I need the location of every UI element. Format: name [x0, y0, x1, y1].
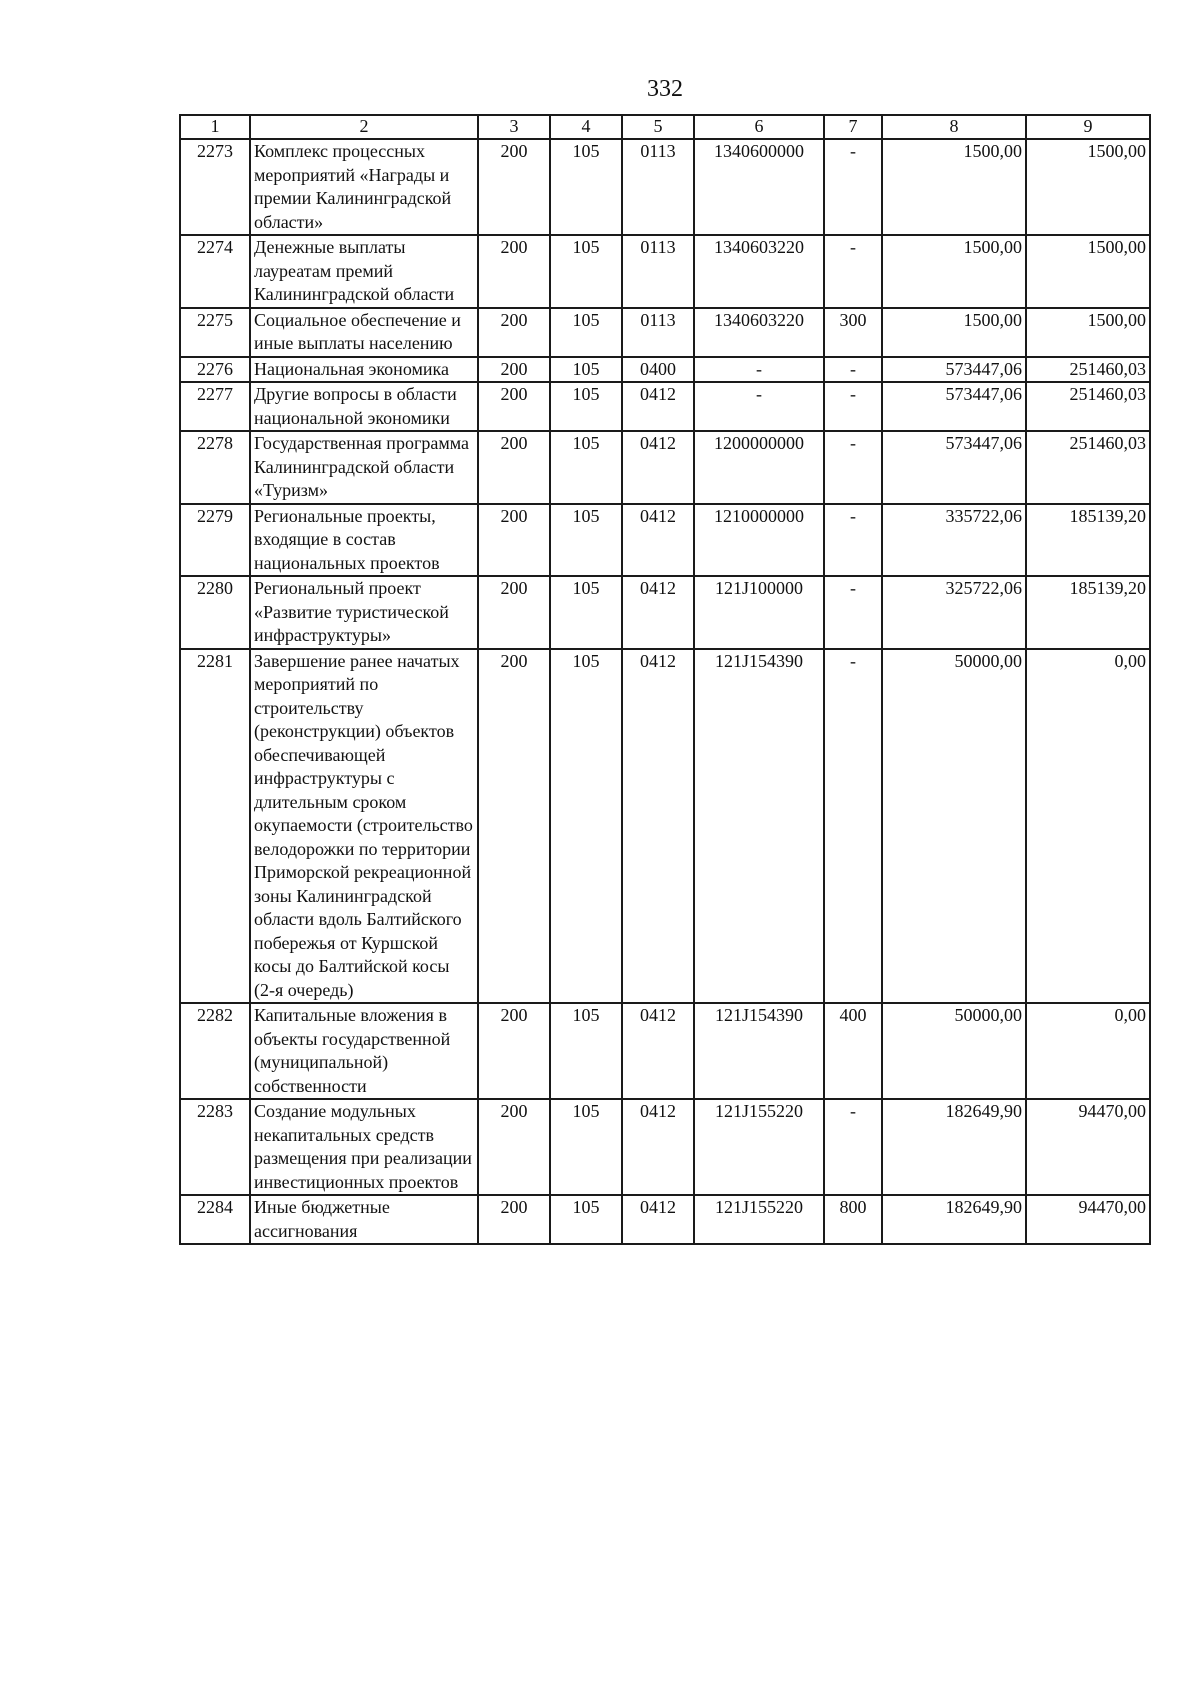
- code-col6: 1340603220: [694, 308, 824, 357]
- column-header: 9: [1026, 115, 1150, 139]
- amount-col9: 94470,00: [1026, 1099, 1150, 1195]
- code-col6: 1210000000: [694, 504, 824, 577]
- code-col6: 1340603220: [694, 235, 824, 308]
- page-number: 332: [647, 76, 683, 102]
- item-name: Капитальные вложения в объекты государственной (муниципальной) собственности: [250, 1003, 478, 1099]
- code-col4: 105: [550, 1195, 622, 1244]
- column-header: 4: [550, 115, 622, 139]
- code-col4: 105: [550, 139, 622, 235]
- item-name: Другие вопросы в области национальной экономики: [250, 382, 478, 431]
- code-col3: 200: [478, 382, 550, 431]
- amount-col8: 325722,06: [882, 576, 1026, 649]
- row-number: 2277: [180, 382, 250, 431]
- table-row: [180, 1003, 1150, 1099]
- item-name: Иные бюджетные ассигнования: [250, 1195, 478, 1244]
- code-col4: 105: [550, 382, 622, 431]
- code-col6: 121J155220: [694, 1099, 824, 1195]
- code-col7: 300: [824, 308, 882, 357]
- amount-col8: 573447,06: [882, 357, 1026, 383]
- code-col3: 200: [478, 649, 550, 1004]
- amount-col9: 251460,03: [1026, 431, 1150, 504]
- amount-col8: 1500,00: [882, 308, 1026, 357]
- code-col7: 400: [824, 1003, 882, 1099]
- code-col7: -: [824, 139, 882, 235]
- code-col3: 200: [478, 504, 550, 577]
- row-number: 2280: [180, 576, 250, 649]
- amount-col8: 50000,00: [882, 1003, 1026, 1099]
- amount-col8: 1500,00: [882, 139, 1026, 235]
- code-col7: -: [824, 431, 882, 504]
- item-name: Региональный проект «Развитие туристической инфраструктуры»: [250, 576, 478, 649]
- code-col7: -: [824, 357, 882, 383]
- column-header: 5: [622, 115, 694, 139]
- code-col7: 800: [824, 1195, 882, 1244]
- code-col3: 200: [478, 235, 550, 308]
- row-number: 2281: [180, 649, 250, 1004]
- code-col4: 105: [550, 357, 622, 383]
- code-col3: 200: [478, 1099, 550, 1195]
- column-header: 7: [824, 115, 882, 139]
- amount-col9: 185139,20: [1026, 576, 1150, 649]
- code-col7: -: [824, 649, 882, 1004]
- code-col3: 200: [478, 308, 550, 357]
- item-name: Денежные выплаты лауреатам премий Калининградской области: [250, 235, 478, 308]
- amount-col9: 1500,00: [1026, 308, 1150, 357]
- code-col4: 105: [550, 649, 622, 1004]
- table-row: [180, 139, 1150, 235]
- table-row: [180, 1099, 1150, 1195]
- item-name: Государственная программа Калининградской области «Туризм»: [250, 431, 478, 504]
- budget-table: [179, 114, 1151, 1245]
- code-col5: 0412: [622, 576, 694, 649]
- row-number: 2279: [180, 504, 250, 577]
- amount-col9: 94470,00: [1026, 1195, 1150, 1244]
- amount-col8: 50000,00: [882, 649, 1026, 1004]
- column-header-row: [180, 115, 1150, 139]
- table-row: [180, 308, 1150, 357]
- code-col4: 105: [550, 235, 622, 308]
- code-col6: 1200000000: [694, 431, 824, 504]
- table-row: [180, 357, 1150, 383]
- row-number: 2273: [180, 139, 250, 235]
- item-name: Социальное обеспечение и иные выплаты населению: [250, 308, 478, 357]
- code-col5: 0400: [622, 357, 694, 383]
- amount-col8: 335722,06: [882, 504, 1026, 577]
- code-col3: 200: [478, 576, 550, 649]
- amount-col9: 1500,00: [1026, 139, 1150, 235]
- column-header: 6: [694, 115, 824, 139]
- column-header: 2: [250, 115, 478, 139]
- amount-col9: 185139,20: [1026, 504, 1150, 577]
- table-row: [180, 235, 1150, 308]
- item-name: Создание модульных некапитальных средств размещения при реализации инвестиционных проектов: [250, 1099, 478, 1195]
- code-col3: 200: [478, 1195, 550, 1244]
- row-number: 2284: [180, 1195, 250, 1244]
- table-row: [180, 431, 1150, 504]
- column-header: 8: [882, 115, 1026, 139]
- item-name: Региональные проекты, входящие в состав национальных проектов: [250, 504, 478, 577]
- code-col6: -: [694, 357, 824, 383]
- row-number: 2282: [180, 1003, 250, 1099]
- code-col4: 105: [550, 431, 622, 504]
- code-col6: -: [694, 382, 824, 431]
- code-col3: 200: [478, 139, 550, 235]
- code-col5: 0412: [622, 1195, 694, 1244]
- column-header: 3: [478, 115, 550, 139]
- table-row: [180, 382, 1150, 431]
- code-col5: 0113: [622, 139, 694, 235]
- code-col7: -: [824, 1099, 882, 1195]
- amount-col8: 182649,90: [882, 1099, 1026, 1195]
- row-number: 2276: [180, 357, 250, 383]
- amount-col8: 573447,06: [882, 382, 1026, 431]
- code-col4: 105: [550, 1003, 622, 1099]
- row-number: 2278: [180, 431, 250, 504]
- amount-col8: 573447,06: [882, 431, 1026, 504]
- row-number: 2275: [180, 308, 250, 357]
- code-col6: 121J154390: [694, 1003, 824, 1099]
- code-col3: 200: [478, 357, 550, 383]
- code-col5: 0412: [622, 504, 694, 577]
- code-col6: 121J155220: [694, 1195, 824, 1244]
- table-row: [180, 1195, 1150, 1244]
- code-col5: 0412: [622, 431, 694, 504]
- code-col5: 0412: [622, 382, 694, 431]
- item-name: Завершение ранее начатых мероприятий по строительству (реконструкции) объектов обеспечивающей инфраструктуры с длительным сроком окупаемости (строительство велодорожки по территории Приморской рекреационной зоны Калининградской области вдоль Балтийского побережья от Куршской косы до Балтийской косы (2-я очередь): [250, 649, 478, 1004]
- code-col4: 105: [550, 504, 622, 577]
- table-row: [180, 649, 1150, 1004]
- code-col5: 0113: [622, 235, 694, 308]
- code-col3: 200: [478, 1003, 550, 1099]
- amount-col9: 251460,03: [1026, 382, 1150, 431]
- code-col4: 105: [550, 308, 622, 357]
- code-col6: 121J154390: [694, 649, 824, 1004]
- amount-col8: 1500,00: [882, 235, 1026, 308]
- table-row: [180, 504, 1150, 577]
- amount-col8: 182649,90: [882, 1195, 1026, 1244]
- row-number: 2274: [180, 235, 250, 308]
- code-col6: 121J100000: [694, 576, 824, 649]
- table-row: [180, 576, 1150, 649]
- amount-col9: 0,00: [1026, 649, 1150, 1004]
- column-header: 1: [180, 115, 250, 139]
- code-col5: 0113: [622, 308, 694, 357]
- amount-col9: 0,00: [1026, 1003, 1150, 1099]
- code-col4: 105: [550, 1099, 622, 1195]
- row-number: 2283: [180, 1099, 250, 1195]
- code-col6: 1340600000: [694, 139, 824, 235]
- code-col7: -: [824, 504, 882, 577]
- code-col3: 200: [478, 431, 550, 504]
- code-col5: 0412: [622, 649, 694, 1004]
- amount-col9: 251460,03: [1026, 357, 1150, 383]
- item-name: Комплекс процессных мероприятий «Награды и премии Калининградской области»: [250, 139, 478, 235]
- code-col5: 0412: [622, 1099, 694, 1195]
- item-name: Национальная экономика: [250, 357, 478, 383]
- code-col7: -: [824, 382, 882, 431]
- code-col5: 0412: [622, 1003, 694, 1099]
- amount-col9: 1500,00: [1026, 235, 1150, 308]
- code-col4: 105: [550, 576, 622, 649]
- code-col7: -: [824, 576, 882, 649]
- code-col7: -: [824, 235, 882, 308]
